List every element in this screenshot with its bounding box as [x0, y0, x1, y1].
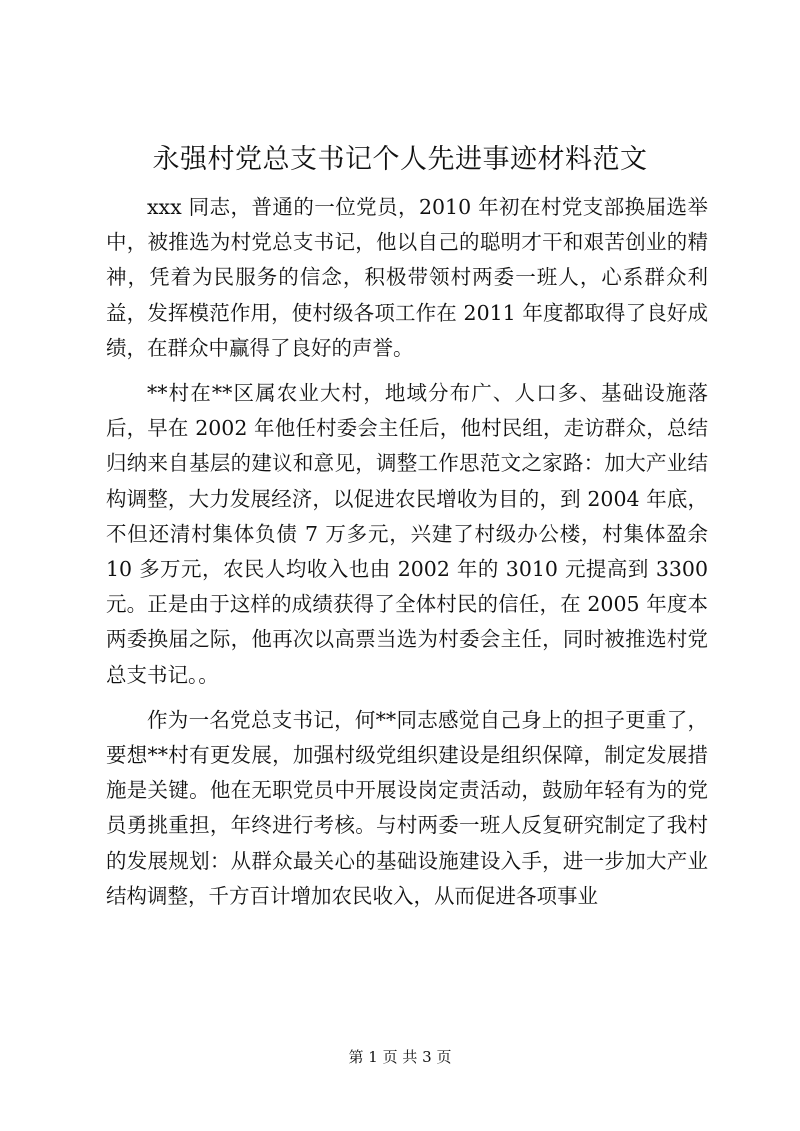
document-title: 永强村党总支书记个人先进事迹材料范文 — [152, 144, 648, 175]
paragraph-1: xxx 同志，普通的一位党员，2010 年初在村党支部换届选举中，被推选为村党总支书记，他以自己的聪明才干和艰苦创业的精神，凭着为民服务的信念，积极带领村两委一班人，心系群众利益，发挥模范作用，使村级各项工作在 2011 年度都取得了良好成绩，在群众中赢得了良好的声誉。 — [106, 195, 708, 360]
page-footer: 第 1 页 共 3 页 — [348, 1048, 452, 1066]
paragraph-3: 作为一名党总支书记，何**同志感觉自己身上的担子更重了，要想**村有更发展，加强村级党组织建设是组织保障，制定发展措施是关键。他在无职党员中开展设岗定责活动，鼓励年轻有为的党员勇挑重担，年终进行考核。与村两委一班人反复研究制定了我村的发展规划：从群众最关心的基础设施建设入手，进一步加大产业结构调整，千方百计增加农民收入，从而促进各项事业 — [106, 707, 708, 908]
document-body — [106, 190, 708, 924]
paragraph-2: **村在**区属农业大村，地域分布广、人口多、基础设施落后，早在 2002 年他任村委会主任后，他村民组，走访群众，总结归纳来自基层的建议和意见，调整工作思范文之家路：加大产业结构调整，大力发展经济，以促进农民增收为目的，到 2004 年底，不但还清村集体负债 7 万多元，兴建了村级办公楼，村集体盈余 10 多万元，农民人均收入也由 2002 年的 3010 元提高到 3300 元。正是由于这样的成绩获得了全体村民的信任，在 2005 年度本两委换届之际，他再次以高票当选为村委会主任，同时被推选村党总支书记。。 — [106, 381, 708, 687]
